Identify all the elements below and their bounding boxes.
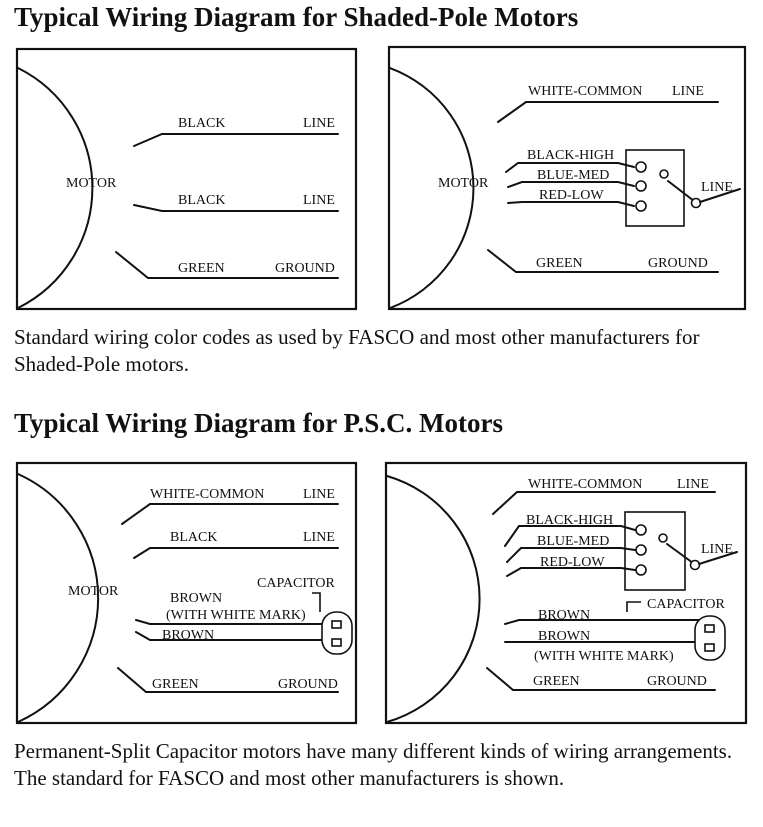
psc-speed-switch-diagram bbox=[385, 462, 747, 724]
psc-title: Typical Wiring Diagram for P.S.C. Motors bbox=[14, 408, 503, 438]
switch-terminal-med bbox=[636, 545, 646, 555]
green-wire-label: GREEN bbox=[178, 261, 225, 276]
brown-label: BROWN bbox=[162, 628, 215, 643]
black-wire bbox=[134, 548, 338, 558]
switch-terminal-low bbox=[636, 201, 646, 211]
black-label: BLACK bbox=[170, 530, 218, 545]
black-wire-2-label: BLACK bbox=[178, 193, 226, 208]
white-common-wire bbox=[498, 102, 718, 122]
brown-label: BROWN bbox=[538, 608, 591, 623]
common-line-label: LINE bbox=[672, 84, 704, 99]
shaded-pole-title: Typical Wiring Diagram for Shaded-Pole Motors bbox=[14, 2, 579, 32]
switch-terminal-mid bbox=[660, 170, 668, 178]
motor-label: MOTOR bbox=[438, 176, 489, 191]
black-high-label: BLACK-HIGH bbox=[526, 513, 614, 528]
shaded-pole-caption: Standard wiring color codes as used by FASCO and most other manufacturers for Shaded-Pole motors. bbox=[14, 325, 700, 376]
motor-label: MOTOR bbox=[68, 584, 119, 599]
speed-switch-box bbox=[626, 150, 684, 226]
blue-med-label: BLUE-MED bbox=[537, 168, 610, 183]
motor-housing bbox=[387, 476, 480, 722]
psc-basic-diagram bbox=[16, 462, 357, 724]
switch-line-label: LINE bbox=[701, 542, 733, 557]
green-label: GREEN bbox=[533, 674, 580, 689]
black-line-label: LINE bbox=[303, 530, 335, 545]
capacitor-lead bbox=[627, 602, 641, 612]
brown-white-mark-label: (WITH WHITE MARK) bbox=[534, 649, 674, 664]
switch-terminal-med bbox=[636, 181, 646, 191]
motor-label: MOTOR bbox=[66, 176, 117, 191]
ground-label: GROUND bbox=[275, 261, 335, 276]
capacitor bbox=[695, 616, 725, 660]
capacitor-lead bbox=[312, 593, 320, 612]
common-line-label: LINE bbox=[303, 487, 335, 502]
brown-wire bbox=[505, 620, 699, 624]
brown-white-label: BROWN bbox=[170, 591, 223, 606]
white-common-label: WHITE-COMMON bbox=[528, 477, 643, 492]
white-common-wire bbox=[493, 492, 715, 514]
blue-med-label: BLUE-MED bbox=[537, 534, 610, 549]
ground-label: GROUND bbox=[278, 677, 338, 692]
line-1-label: LINE bbox=[303, 116, 335, 131]
capacitor-label: CAPACITOR bbox=[257, 576, 335, 591]
capacitor bbox=[322, 612, 352, 654]
white-common-label: WHITE-COMMON bbox=[528, 84, 643, 99]
brown-white-mark-label: (WITH WHITE MARK) bbox=[166, 608, 306, 623]
shaded-pole-speed-switch-diagram bbox=[388, 46, 746, 310]
switch-terminal-high bbox=[636, 525, 646, 535]
psc-caption: Permanent-Split Capacitor motors have many different kinds of wiring arrangements. The standard for FASCO and most other manufacturers is shown. bbox=[14, 739, 733, 790]
ground-label: GROUND bbox=[648, 256, 708, 271]
green-label: GREEN bbox=[536, 256, 583, 271]
common-line-label: LINE bbox=[677, 477, 709, 492]
switch-line-label: LINE bbox=[701, 180, 733, 195]
black-wire-1 bbox=[134, 134, 338, 146]
switch-pivot bbox=[692, 199, 701, 208]
capacitor-label: CAPACITOR bbox=[647, 597, 725, 612]
green-label: GREEN bbox=[152, 677, 199, 692]
switch-arm bbox=[667, 544, 693, 563]
switch-terminal-high bbox=[636, 162, 646, 172]
white-common-wire bbox=[122, 504, 338, 524]
switch-terminal-low bbox=[636, 565, 646, 575]
white-common-label: WHITE-COMMON bbox=[150, 487, 265, 502]
line-2-label: LINE bbox=[303, 193, 335, 208]
ground-label: GROUND bbox=[647, 674, 707, 689]
red-low-label: RED-LOW bbox=[539, 188, 604, 203]
black-wire-1-label: BLACK bbox=[178, 116, 226, 131]
brown-white-label: BROWN bbox=[538, 629, 591, 644]
switch-terminal-mid bbox=[659, 534, 667, 542]
red-low-label: RED-LOW bbox=[540, 555, 605, 570]
switch-arm bbox=[668, 181, 694, 201]
black-high-label: BLACK-HIGH bbox=[527, 148, 615, 163]
switch-pivot bbox=[691, 561, 700, 570]
shaded-pole-basic-diagram bbox=[16, 48, 357, 310]
